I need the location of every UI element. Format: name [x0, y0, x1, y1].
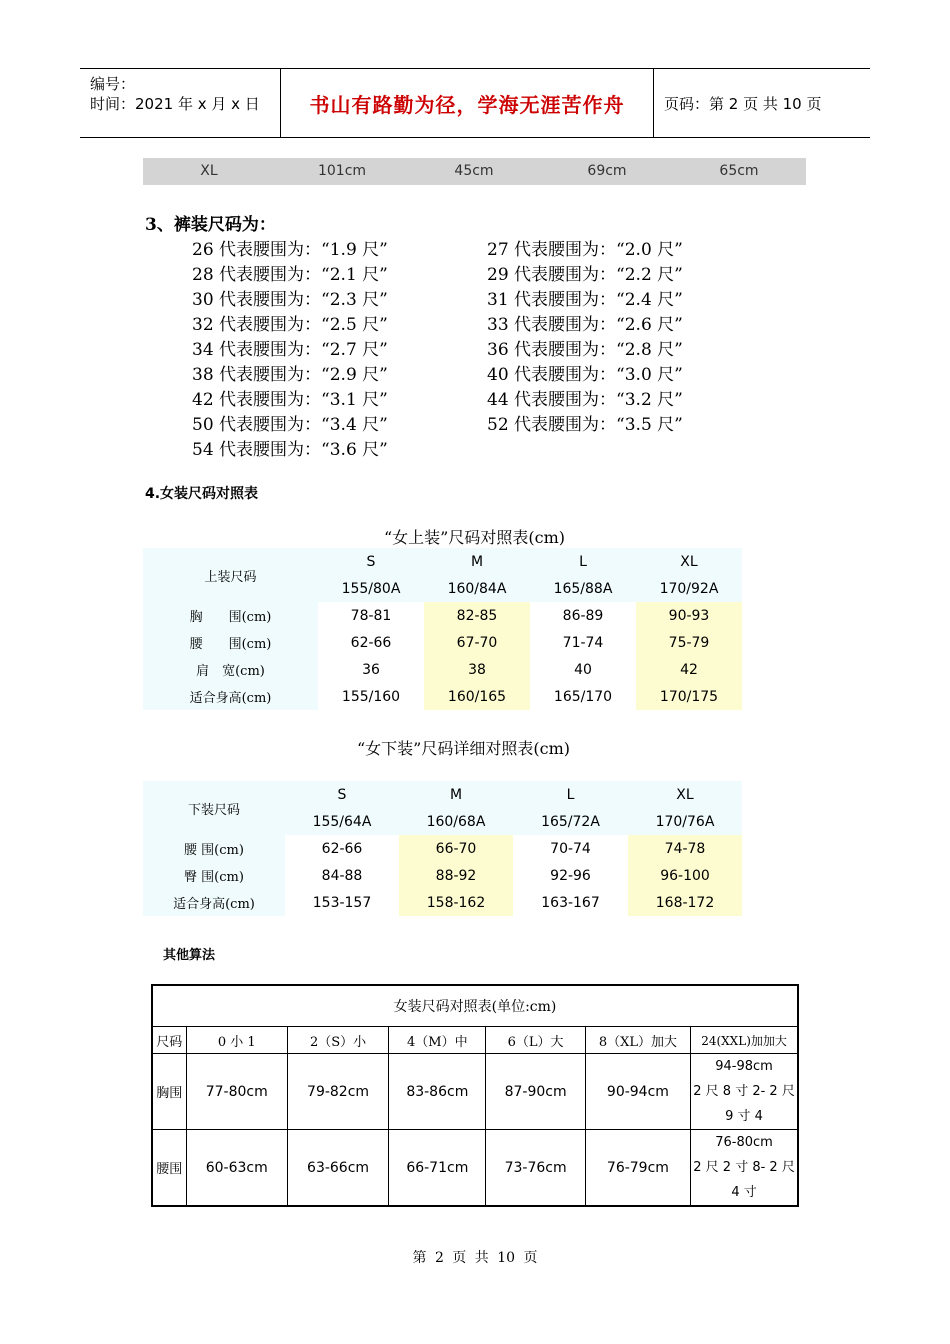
row-label: 臀 围(cm): [143, 862, 285, 889]
size-code: 165/72A: [513, 808, 628, 835]
header-page-label: 页码：第 2 页 共 10 页: [664, 94, 822, 113]
other-method-title: 其他算法: [163, 948, 216, 963]
table-cell-multiline: [691, 1130, 798, 1207]
column-header: 尺码: [152, 1027, 186, 1054]
size-header: S: [318, 548, 424, 575]
women-size-title: 4.女装尺码对照表: [145, 486, 259, 502]
row-label: 肩 宽(cm): [143, 656, 318, 683]
page-footer: 第 2 页 共 10 页: [412, 1250, 538, 1266]
table-cell: 73-76cm: [486, 1130, 585, 1207]
size-code: 155/80A: [318, 575, 424, 602]
table-cell: 90-93: [636, 602, 742, 629]
row-label: 腰 围(cm): [143, 629, 318, 656]
size-code: 165/88A: [530, 575, 636, 602]
table-cell: 76-79cm: [585, 1130, 690, 1207]
xl-cell: XL: [200, 163, 218, 179]
table-cell: 71-74: [530, 629, 636, 656]
table-cell: 36: [318, 656, 424, 683]
page-header: [80, 68, 870, 138]
table-cell-multiline: [691, 1054, 798, 1130]
column-header: 6（L）大: [486, 1027, 585, 1054]
table-cell: 62-66: [285, 835, 399, 862]
table-cell: 40: [530, 656, 636, 683]
table-row: [143, 862, 742, 889]
header-number: 编号：: [90, 75, 136, 93]
row-label: 腰 围(cm): [143, 835, 285, 862]
table-cell: 79-82cm: [287, 1054, 388, 1130]
table-cell: 165/170: [530, 683, 636, 710]
column-header: 2（S）小: [287, 1027, 388, 1054]
cell-line: 2 尺 8 寸 2- 2 尺: [693, 1084, 795, 1099]
table-row: [143, 656, 742, 683]
size-header: L: [513, 781, 628, 808]
bottom-table-caption: “女下装”尺码详细对照表(cm): [357, 739, 570, 758]
table-cell: 155/160: [318, 683, 424, 710]
table-row: [152, 1054, 798, 1130]
table-header-label: 下装尺码: [143, 781, 285, 835]
pants-size-item: 42 代表腰围为：“3.1 尺”: [192, 390, 388, 410]
women-size-chart-table: [151, 984, 799, 1207]
table-cell: 170/175: [636, 683, 742, 710]
table-row: [143, 602, 742, 629]
header-motto: 书山有路勤为径，学海无涯苦作舟: [309, 92, 625, 117]
table-cell: 66-70: [399, 835, 513, 862]
table-cell: 160/165: [424, 683, 530, 710]
pants-size-item: 30 代表腰围为：“2.3 尺”: [192, 290, 388, 310]
women-top-size-table: [143, 548, 742, 710]
size-header: M: [399, 781, 513, 808]
pants-size-item: 54 代表腰围为：“3.6 尺”: [192, 440, 388, 460]
pants-size-item: 33 代表腰围为：“2.6 尺”: [487, 315, 683, 335]
table-cell: 42: [636, 656, 742, 683]
table-cell: 90-94cm: [585, 1054, 690, 1130]
size-header: L: [530, 548, 636, 575]
table-cell: 86-89: [530, 602, 636, 629]
column-header: 0 小 1: [186, 1027, 287, 1054]
table-cell: 88-92: [399, 862, 513, 889]
row-label: 适合身高(cm): [143, 889, 285, 916]
pants-size-item: 44 代表腰围为：“3.2 尺”: [487, 390, 683, 410]
table-cell: 84-88: [285, 862, 399, 889]
size-code: 160/68A: [399, 808, 513, 835]
size-header: XL: [636, 548, 742, 575]
xl-cell: 65cm: [719, 163, 759, 179]
table-cell: 74-78: [628, 835, 742, 862]
table-cell: 78-81: [318, 602, 424, 629]
table-cell: 70-74: [513, 835, 628, 862]
size-code: 170/76A: [628, 808, 742, 835]
table-row: [143, 889, 742, 916]
size-header: M: [424, 548, 530, 575]
cell-line: 9 寸 4: [725, 1109, 763, 1124]
pants-size-item: 34 代表腰围为：“2.7 尺”: [192, 340, 388, 360]
table-row: [143, 629, 742, 656]
size-header: XL: [628, 781, 742, 808]
table-cell: 87-90cm: [486, 1054, 585, 1130]
row-label: 胸围: [152, 1054, 186, 1130]
table-cell: 153-157: [285, 889, 399, 916]
table-row: [152, 985, 798, 1027]
table-row: [143, 683, 742, 710]
size-header: S: [285, 781, 399, 808]
size-code: 155/64A: [285, 808, 399, 835]
table-cell: 77-80cm: [186, 1054, 287, 1130]
chart-table-title: 女装尺码对照表(单位:cm): [152, 985, 798, 1027]
header-page-cell: [654, 69, 880, 137]
header-motto-cell: [281, 69, 654, 137]
header-time: 时间：2021 年 x 月 x 日: [90, 95, 260, 113]
xl-cell: 69cm: [587, 163, 627, 179]
xl-cell: 101cm: [317, 163, 367, 179]
cell-line: 94-98cm: [715, 1059, 773, 1074]
women-bottom-size-table: [143, 781, 742, 916]
table-cell: 92-96: [513, 862, 628, 889]
table-header-label: 上装尺码: [143, 548, 318, 602]
column-header: 4（M）中: [389, 1027, 486, 1054]
table-cell: 63-66cm: [287, 1130, 388, 1207]
pants-size-item: 29 代表腰围为：“2.2 尺”: [487, 265, 683, 285]
table-row: [143, 835, 742, 862]
row-label: 胸 围(cm): [143, 602, 318, 629]
header-meta-cell: [80, 69, 281, 137]
cell-line: 2 尺 2 寸 8- 2 尺: [693, 1160, 795, 1175]
table-row: [143, 548, 742, 575]
table-cell: 83-86cm: [389, 1054, 486, 1130]
top-table-caption: “女上装”尺码对照表(cm): [384, 528, 565, 547]
table-cell: 158-162: [399, 889, 513, 916]
table-cell: 38: [424, 656, 530, 683]
pants-size-item: 32 代表腰围为：“2.5 尺”: [192, 315, 388, 335]
pants-size-item: 36 代表腰围为：“2.8 尺”: [487, 340, 683, 360]
column-header: 8（XL）加大: [585, 1027, 690, 1054]
pants-size-item: 52 代表腰围为：“3.5 尺”: [487, 415, 683, 435]
table-cell: 82-85: [424, 602, 530, 629]
table-row: [143, 781, 742, 808]
cell-line: 76-80cm: [715, 1135, 773, 1150]
table-cell: 96-100: [628, 862, 742, 889]
pants-size-item: 31 代表腰围为：“2.4 尺”: [487, 290, 683, 310]
row-label: 腰围: [152, 1130, 186, 1207]
cell-line: 4 寸: [731, 1185, 757, 1200]
table-cell: 60-63cm: [186, 1130, 287, 1207]
xl-cell: 45cm: [454, 163, 494, 179]
column-header: 24(XXL)加加大: [691, 1027, 798, 1054]
table-cell: 163-167: [513, 889, 628, 916]
pants-size-item: 38 代表腰围为：“2.9 尺”: [192, 365, 388, 385]
size-code: 170/92A: [636, 575, 742, 602]
pants-size-title: 3、裤装尺码为：: [145, 215, 276, 235]
pants-size-item: 50 代表腰围为：“3.4 尺”: [192, 415, 388, 435]
xl-size-row: [143, 158, 806, 185]
row-label: 适合身高(cm): [143, 683, 318, 710]
pants-size-item: 26 代表腰围为：“1.9 尺”: [192, 240, 388, 260]
table-cell: 67-70: [424, 629, 530, 656]
pants-size-item: 27 代表腰围为：“2.0 尺”: [487, 240, 683, 260]
size-code: 160/84A: [424, 575, 530, 602]
pants-size-item: 28 代表腰围为：“2.1 尺”: [192, 265, 388, 285]
table-cell: 168-172: [628, 889, 742, 916]
table-cell: 75-79: [636, 629, 742, 656]
pants-size-item: 40 代表腰围为：“3.0 尺”: [487, 365, 683, 385]
table-cell: 66-71cm: [389, 1130, 486, 1207]
table-row: [152, 1027, 798, 1054]
table-cell: 62-66: [318, 629, 424, 656]
table-row: [152, 1130, 798, 1207]
